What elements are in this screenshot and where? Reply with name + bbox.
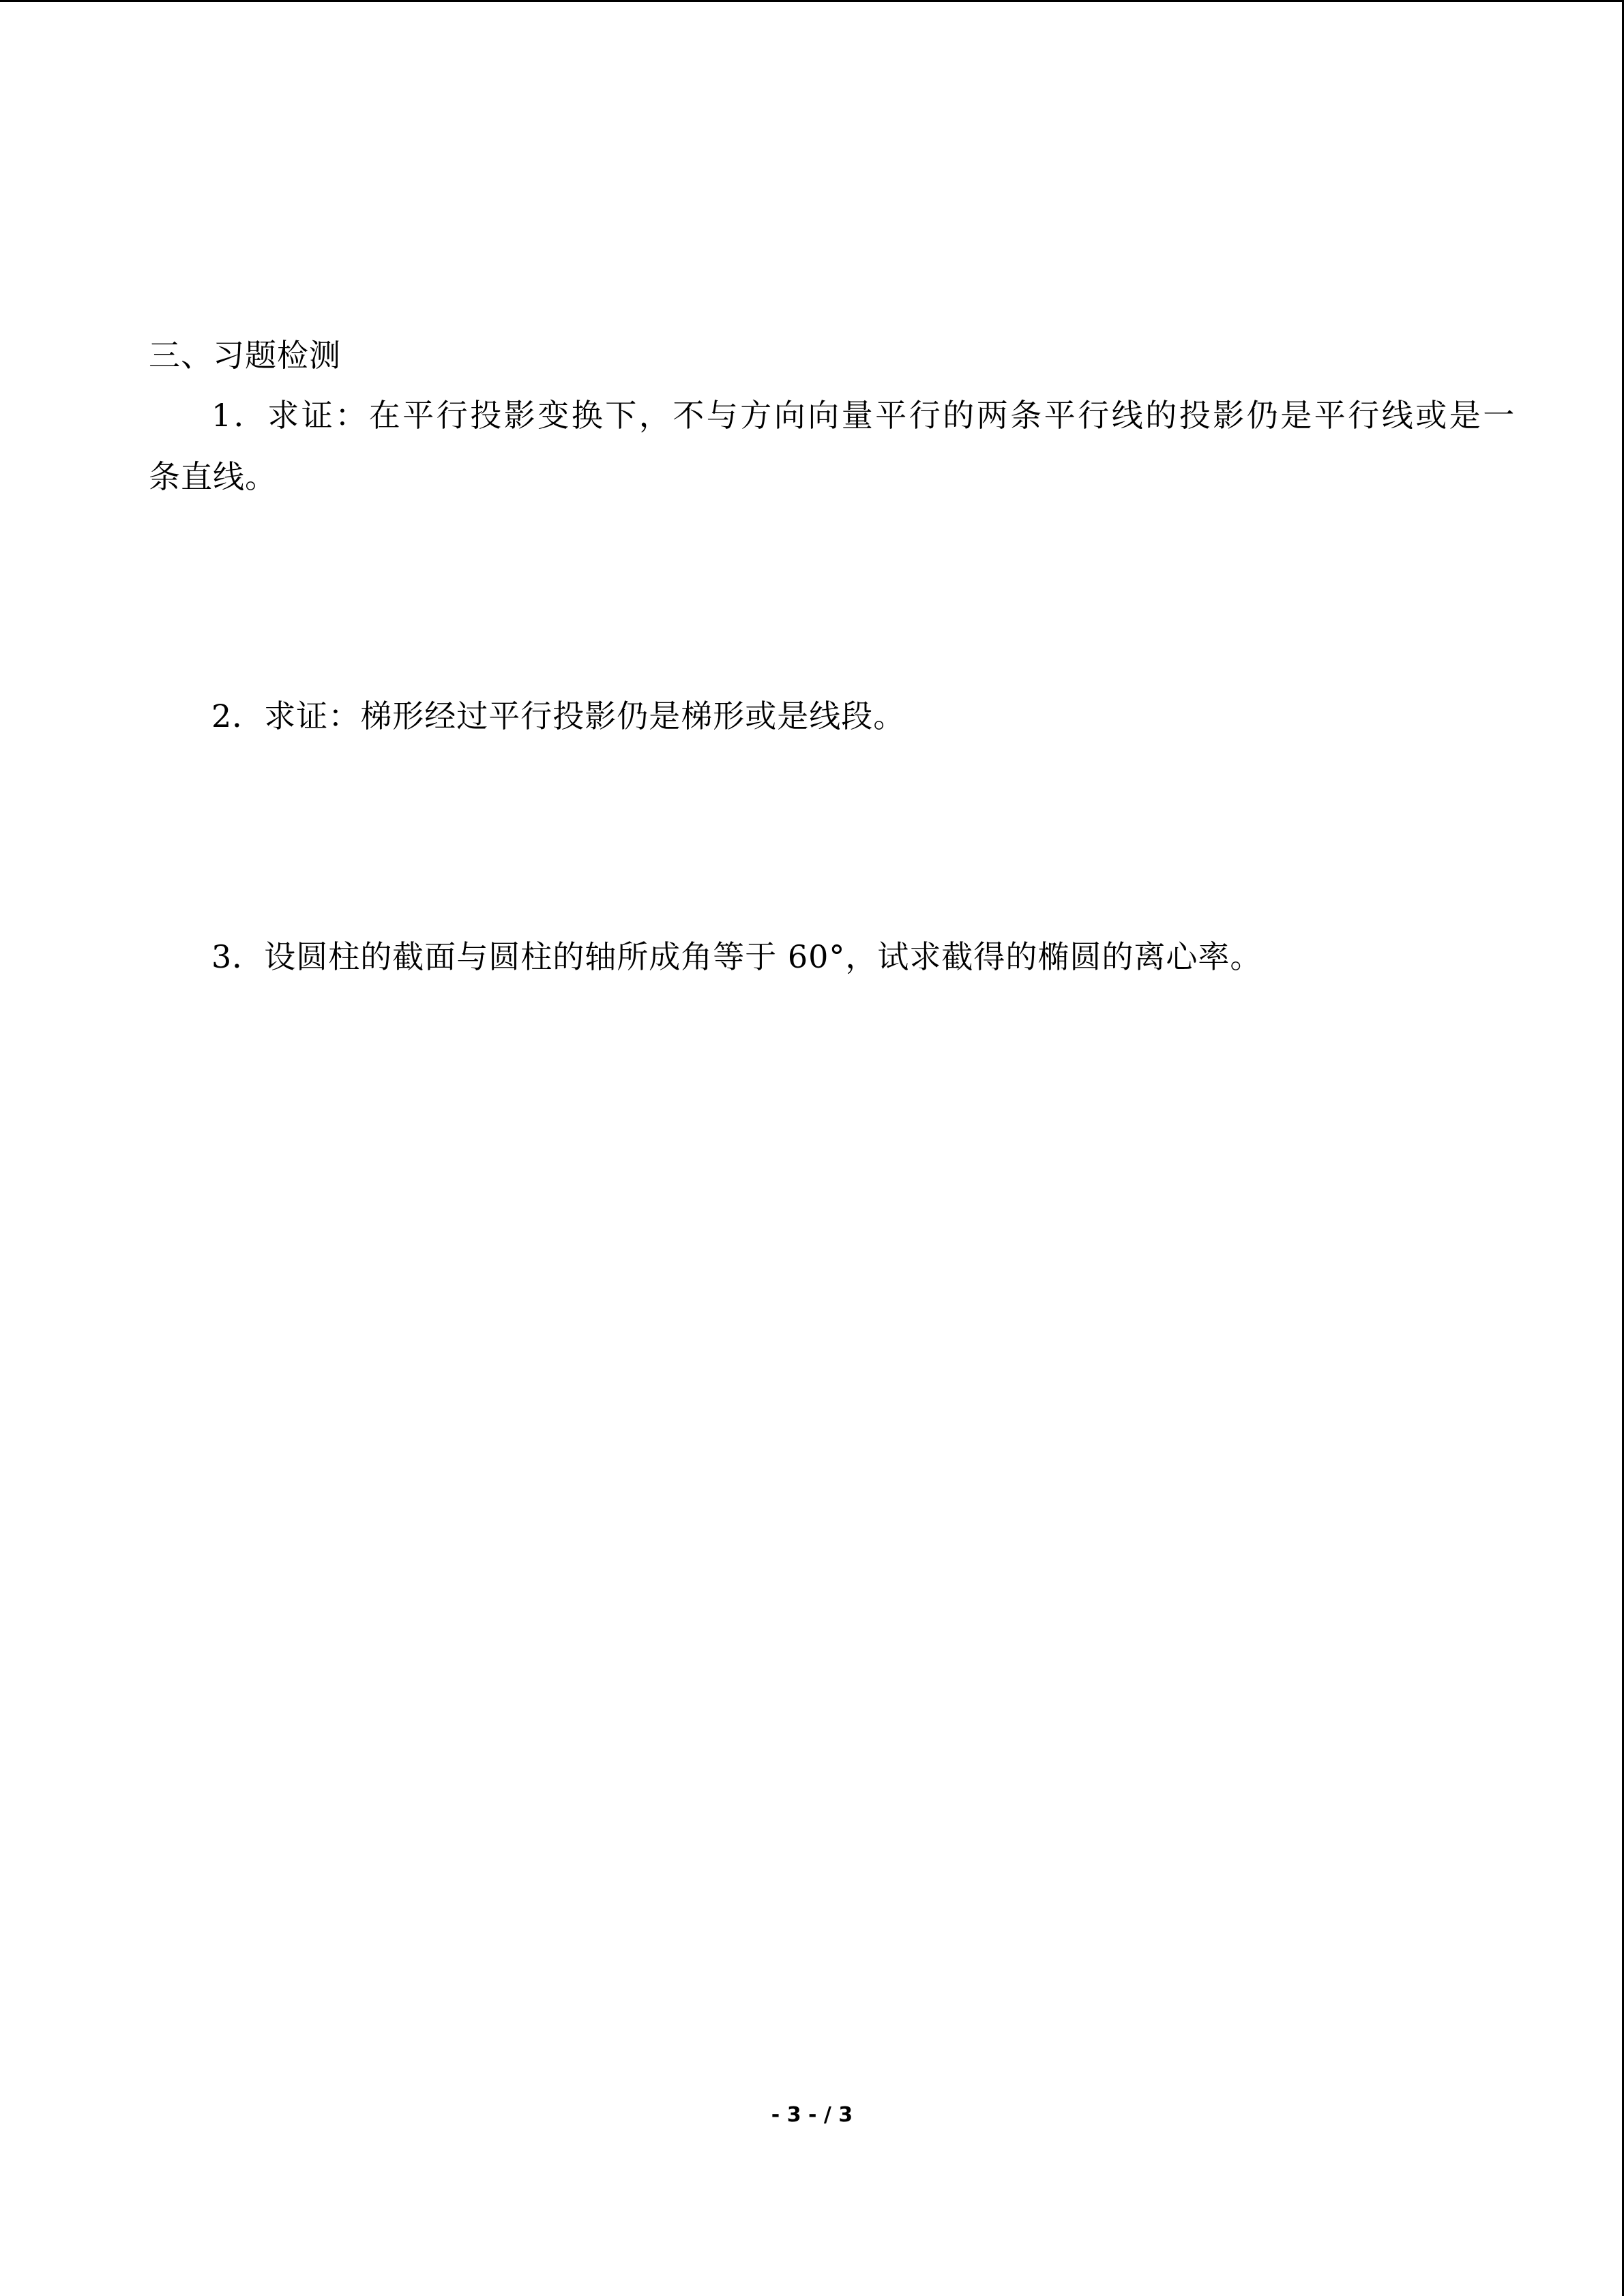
question-1-line-1: 1．求证：在平行投影变换下，不与方向向量平行的两条平行线的投影仍是平行线或是一 xyxy=(211,397,1517,434)
page-border-top xyxy=(0,0,1624,2)
question-1-line-2: 条直线。 xyxy=(149,458,277,495)
question-3: 3．设圆柱的截面与圆柱的轴所成角等于 60°，试求截得的椭圆的离心率。 xyxy=(211,938,1263,975)
section-heading: 三、习题检测 xyxy=(149,337,341,374)
page-number: - 3 - / 3 xyxy=(771,2103,853,2127)
question-2: 2．求证：梯形经过平行投影仍是梯形或是线段。 xyxy=(211,698,906,734)
